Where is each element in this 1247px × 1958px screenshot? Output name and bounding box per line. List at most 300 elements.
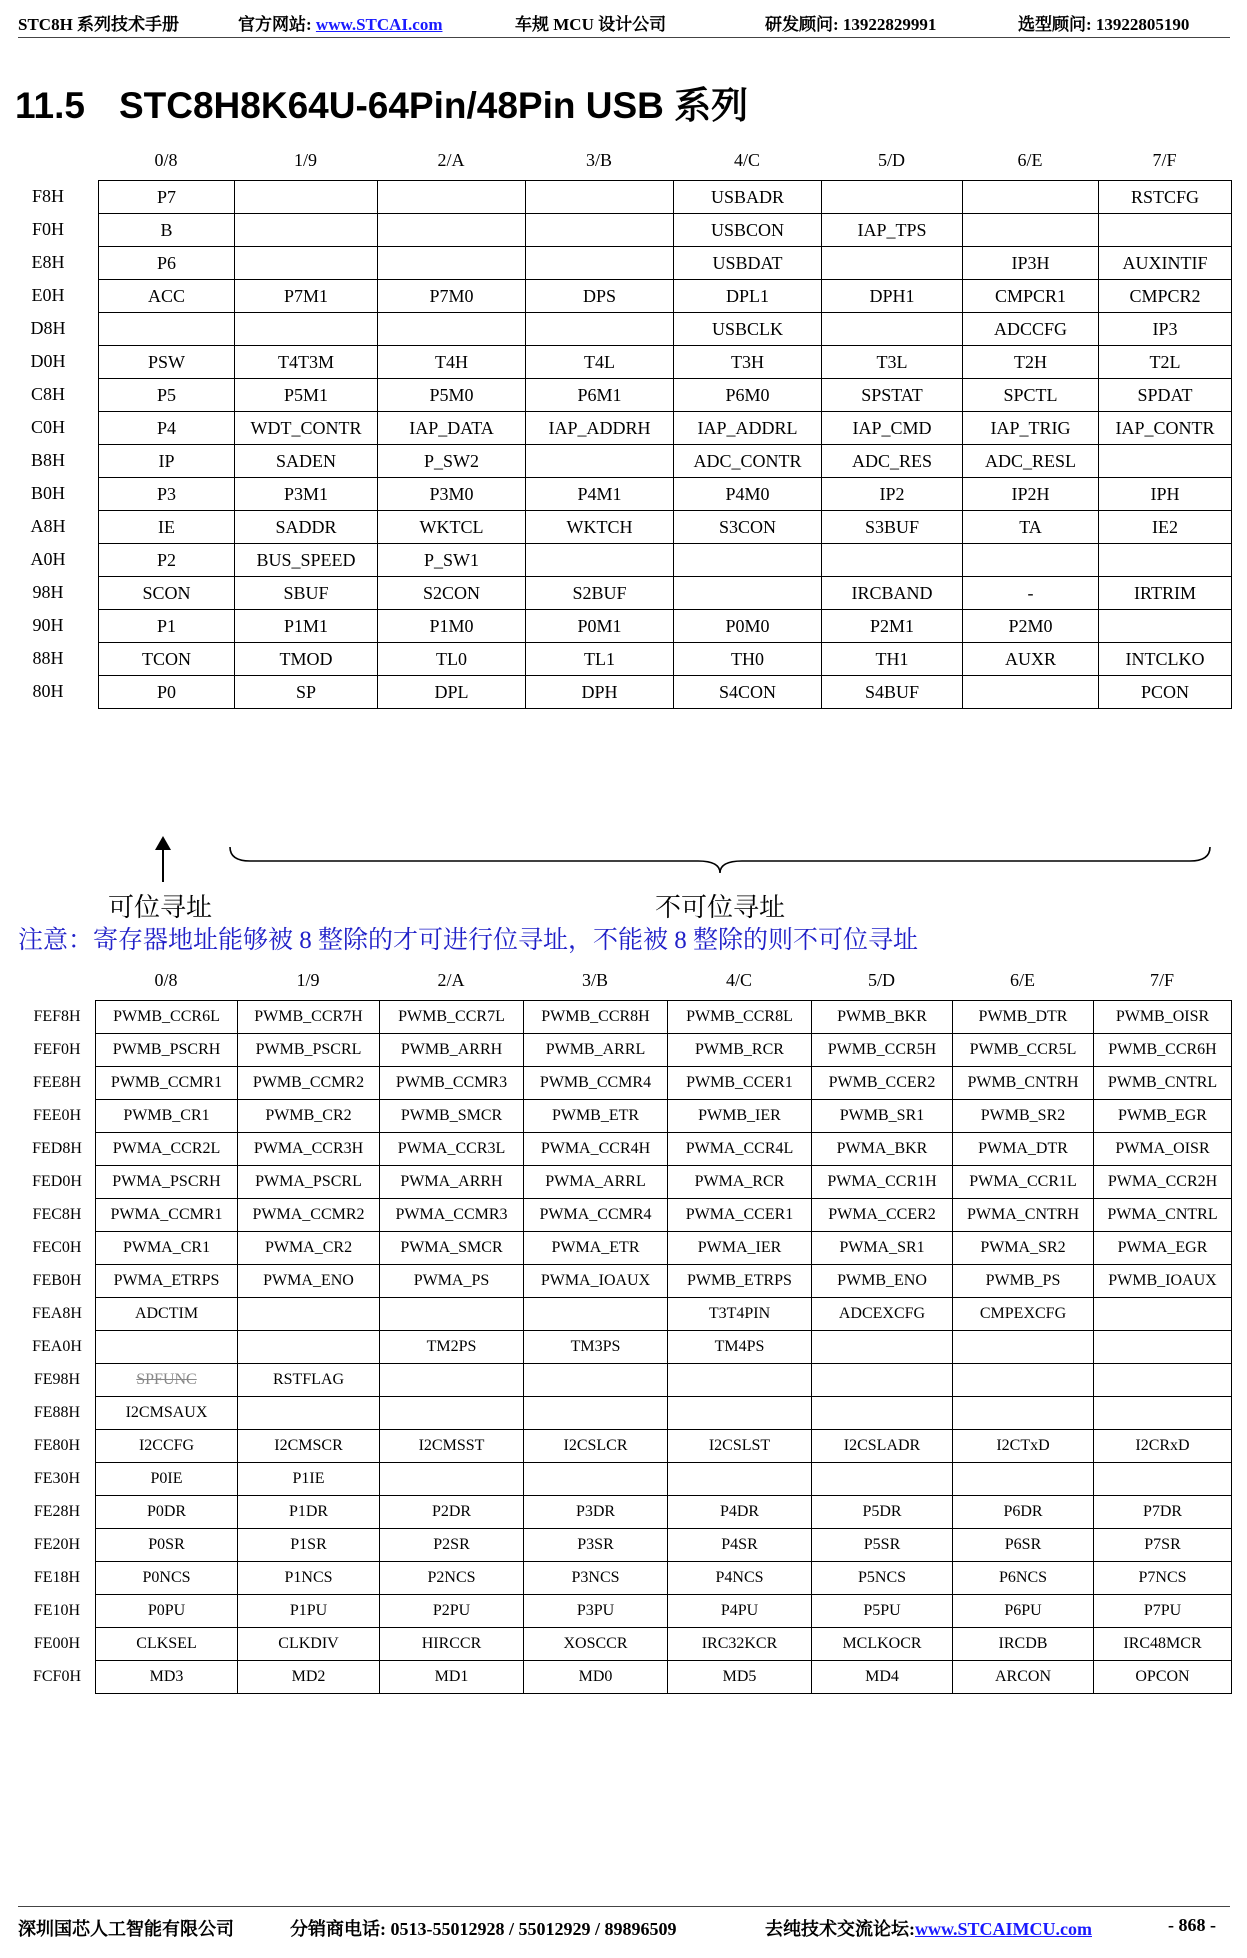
table2-row-label: FEA0H [32, 1338, 82, 1355]
table-row [96, 1199, 1232, 1232]
register-cell: PWMB_ETR [524, 1100, 668, 1133]
table1-column-header: 7/F [1152, 150, 1177, 170]
register-cell: IP2 [822, 478, 963, 511]
table2-row-label: FCF0H [32, 1668, 82, 1685]
register-cell: PWMA_CCMR2 [238, 1199, 380, 1232]
register-cell: HIRCCR [380, 1628, 524, 1661]
table-row [99, 643, 1232, 676]
register-cell [953, 1463, 1094, 1496]
register-cell [822, 313, 963, 346]
website [238, 10, 442, 35]
table1-column-header: 2/A [437, 150, 465, 170]
register-cell: T2H [963, 346, 1099, 379]
table-row [96, 1463, 1232, 1496]
register-cell: P7DR [1094, 1496, 1232, 1529]
register-cell [1094, 1331, 1232, 1364]
table-row [99, 544, 1232, 577]
not-bit-addressable-label: 不可位寻址 [655, 893, 786, 922]
register-cell: PWMA_SR1 [812, 1232, 953, 1265]
table-row [96, 1331, 1232, 1364]
register-cell: CLKSEL [96, 1628, 238, 1661]
register-cell: PWMA_CCR2H [1094, 1166, 1232, 1199]
register-cell: PWMA_PSCRH [96, 1166, 238, 1199]
register-cell: IRTRIM [1099, 577, 1232, 610]
register-cell: ACC [99, 280, 235, 313]
register-cell: P1NCS [238, 1562, 380, 1595]
register-cell [822, 181, 963, 214]
register-cell: PWMB_BKR [812, 1001, 953, 1034]
table-row [99, 181, 1232, 214]
table-row [96, 1067, 1232, 1100]
register-cell: WKTCH [526, 511, 674, 544]
register-cell: PWMA_BKR [812, 1133, 953, 1166]
register-cell: T2L [1099, 346, 1232, 379]
table1-row-label: 90H [32, 615, 64, 635]
register-cell [378, 214, 526, 247]
register-cell [1099, 544, 1232, 577]
register-cell [526, 247, 674, 280]
register-cell [822, 544, 963, 577]
register-cell: IAP_DATA [378, 412, 526, 445]
register-cell: P6M1 [526, 379, 674, 412]
register-cell: PWMB_ARRL [524, 1034, 668, 1067]
table2-row-label: FE98H [33, 1371, 81, 1388]
register-cell: PWMA_SMCR [380, 1232, 524, 1265]
table1-row-label: 98H [32, 582, 64, 602]
register-cell: P6DR [953, 1496, 1094, 1529]
register-cell: P7 [99, 181, 235, 214]
register-cell: P1M0 [378, 610, 526, 643]
register-cell: I2CSLST [668, 1430, 812, 1463]
section-heading: STC8H8K64U-64Pin/48Pin USB 系列 [118, 85, 749, 126]
register-cell: PWMA_CCMR4 [524, 1199, 668, 1232]
table2-row-label: FEE8H [33, 1074, 81, 1091]
register-cell: PWMA_ARRL [524, 1166, 668, 1199]
register-cell: P2NCS [380, 1562, 524, 1595]
register-cell: P4M0 [674, 478, 822, 511]
table1-column-header: 5/D [878, 150, 905, 170]
register-cell: IE [99, 511, 235, 544]
table1-row-label: 80H [32, 681, 64, 701]
footer-company: 深圳国芯人工智能有限公司 [18, 1919, 234, 1939]
register-cell: PWMB_SMCR [380, 1100, 524, 1133]
register-cell: P1SR [238, 1529, 380, 1562]
table2-row-label: FEE0H [33, 1107, 81, 1124]
register-cell: CMPCR2 [1099, 280, 1232, 313]
register-cell: PWMB_OISR [1094, 1001, 1232, 1034]
register-cell: P2PU [380, 1595, 524, 1628]
table2-column-header: 4/C [725, 970, 752, 990]
table-row [99, 445, 1232, 478]
register-cell [1094, 1463, 1232, 1496]
register-cell: I2CMSCR [238, 1430, 380, 1463]
register-cell: PWMB_IOAUX [1094, 1265, 1232, 1298]
table1-row-label: E0H [31, 285, 65, 305]
register-cell [526, 544, 674, 577]
register-cell: PWMB_CCR5L [953, 1034, 1094, 1067]
note-text: 注意：寄存器地址能够被 8 整除的才可进行位寻址，不能被 8 整除的则不可位寻址 [18, 927, 919, 954]
page-number: - 868 - [1168, 1915, 1216, 1935]
register-cell: DPS [526, 280, 674, 313]
table-row [96, 1529, 1232, 1562]
register-cell: PWMB_CCR6H [1094, 1034, 1232, 1067]
table1-row-label: D8H [30, 318, 66, 338]
brace-icon [228, 845, 1213, 875]
register-cell: PWMB_CCR8H [524, 1001, 668, 1034]
register-cell: T3L [822, 346, 963, 379]
register-cell: P7NCS [1094, 1562, 1232, 1595]
register-cell: PWMA_PS [380, 1265, 524, 1298]
register-cell: BUS_SPEED [235, 544, 378, 577]
register-cell: MD5 [668, 1661, 812, 1694]
register-cell: USBDAT [674, 247, 822, 280]
register-cell: P4PU [668, 1595, 812, 1628]
table2-row-label: FEF0H [33, 1041, 81, 1058]
table1-row-label: F8H [31, 186, 64, 206]
table2-row-label: FE10H [33, 1602, 81, 1619]
table-row [99, 247, 1232, 280]
register-cell: P5SR [812, 1529, 953, 1562]
register-cell [674, 544, 822, 577]
register-cell: P_SW2 [378, 445, 526, 478]
table-row [96, 1166, 1232, 1199]
register-cell: P4DR [668, 1496, 812, 1529]
register-cell: IAP_TRIG [963, 412, 1099, 445]
register-cell: P3NCS [524, 1562, 668, 1595]
register-cell: S2CON [378, 577, 526, 610]
register-cell: SPCTL [963, 379, 1099, 412]
table2-column-header: 0/8 [154, 970, 178, 990]
table-row [99, 313, 1232, 346]
register-cell [1099, 214, 1232, 247]
register-cell [235, 181, 378, 214]
register-cell: WKTCL [378, 511, 526, 544]
register-cell: SP [235, 676, 378, 709]
register-cell: PWMB_SR2 [953, 1100, 1094, 1133]
register-cell: SADDR [235, 511, 378, 544]
register-cell: PWMA_CCR4H [524, 1133, 668, 1166]
register-cell: SCON [99, 577, 235, 610]
table2-column-headers [95, 968, 1231, 992]
register-cell: P3PU [524, 1595, 668, 1628]
table2-column-header: 7/F [1149, 970, 1174, 990]
footer-forum [765, 1915, 1092, 1941]
register-cell: P4SR [668, 1529, 812, 1562]
register-cell: SPSTAT [822, 379, 963, 412]
register-cell: P6NCS [953, 1562, 1094, 1595]
section-number: 11.5 [15, 85, 85, 126]
table-row [96, 1265, 1232, 1298]
table1-row-label: E8H [31, 252, 65, 272]
register-cell: P7M0 [378, 280, 526, 313]
table2-row-label: FE30H [33, 1470, 81, 1487]
website-label: 官方网站: [238, 15, 316, 34]
register-cell: PWMA_CR1 [96, 1232, 238, 1265]
register-cell: MD2 [238, 1661, 380, 1694]
register-cell [99, 313, 235, 346]
register-cell: P2DR [380, 1496, 524, 1529]
register-cell: PWMA_CCR3H [238, 1133, 380, 1166]
register-cell: PWMA_EGR [1094, 1232, 1232, 1265]
table2-column-header: 6/E [1010, 970, 1035, 990]
header-divider [18, 37, 1230, 38]
register-cell: ADC_CONTR [674, 445, 822, 478]
register-cell [953, 1364, 1094, 1397]
register-cell: PWMB_SR1 [812, 1100, 953, 1133]
register-cell: AUXINTIF [1099, 247, 1232, 280]
register-cell: AUXR [963, 643, 1099, 676]
register-cell: P6PU [953, 1595, 1094, 1628]
table2-row-label: FE80H [33, 1437, 81, 1454]
register-cell [235, 247, 378, 280]
sfr-table-extended [95, 1000, 1232, 1694]
register-cell: PWMA_CR2 [238, 1232, 380, 1265]
register-cell: P2M0 [963, 610, 1099, 643]
register-cell: USBCON [674, 214, 822, 247]
register-cell: P3DR [524, 1496, 668, 1529]
register-cell [238, 1331, 380, 1364]
register-cell: PWMA_CCR2L [96, 1133, 238, 1166]
register-cell [1094, 1397, 1232, 1430]
register-cell [238, 1298, 380, 1331]
register-cell: P6M0 [674, 379, 822, 412]
register-cell [674, 577, 822, 610]
register-cell [378, 247, 526, 280]
register-cell: IAP_ADDRH [526, 412, 674, 445]
register-cell: PWMB_CNTRH [953, 1067, 1094, 1100]
register-cell: P0IE [96, 1463, 238, 1496]
table1-row-label: D0H [30, 351, 66, 371]
website-link[interactable]: www.STCAI.com [315, 15, 443, 34]
register-cell: PWMA_CCR1H [812, 1166, 953, 1199]
register-cell: PWMB_IER [668, 1100, 812, 1133]
register-cell: WDT_CONTR [235, 412, 378, 445]
table-row [96, 1133, 1232, 1166]
register-cell: P0SR [96, 1529, 238, 1562]
register-cell: P0NCS [96, 1562, 238, 1595]
table2-column-header: 1/9 [296, 970, 320, 990]
register-cell: B [99, 214, 235, 247]
bit-addressable-label: 可位寻址 [108, 893, 213, 922]
register-cell: PWMA_SR2 [953, 1232, 1094, 1265]
register-cell: PWMA_RCR [668, 1166, 812, 1199]
register-cell: DPH [526, 676, 674, 709]
register-cell: P5M0 [378, 379, 526, 412]
register-cell [378, 181, 526, 214]
table1-row-label: A0H [30, 549, 66, 569]
register-cell [963, 214, 1099, 247]
table2-row-label: FEC0H [32, 1239, 82, 1256]
register-cell: TL1 [526, 643, 674, 676]
register-cell: IRCDB [953, 1628, 1094, 1661]
table-row [96, 1496, 1232, 1529]
table2-row-label: FED8H [32, 1140, 82, 1157]
register-cell: TH0 [674, 643, 822, 676]
table2-column-header: 5/D [868, 970, 895, 990]
register-cell: PWMA_ENO [238, 1265, 380, 1298]
register-cell: P2M1 [822, 610, 963, 643]
register-cell [668, 1364, 812, 1397]
register-cell [526, 181, 674, 214]
table2-row-label: FEF8H [33, 1008, 81, 1025]
table-row [99, 511, 1232, 544]
table1-column-headers [98, 148, 1231, 172]
design-company: 车规 MCU 设计公司 [515, 15, 667, 34]
register-cell: P_SW1 [378, 544, 526, 577]
register-cell: PWMB_PSCRL [238, 1034, 380, 1067]
register-cell: TM3PS [524, 1331, 668, 1364]
register-cell: IAP_TPS [822, 214, 963, 247]
register-cell [526, 214, 674, 247]
register-cell: OPCON [1094, 1661, 1232, 1694]
register-cell: IP3H [963, 247, 1099, 280]
register-cell: PWMA_ETR [524, 1232, 668, 1265]
register-cell [235, 214, 378, 247]
register-cell: IE2 [1099, 511, 1232, 544]
register-cell: P5NCS [812, 1562, 953, 1595]
register-cell [963, 181, 1099, 214]
selection-advisor: 选型顾问: 13922805190 [1018, 15, 1190, 34]
register-cell: PWMB_ETRPS [668, 1265, 812, 1298]
register-cell [524, 1364, 668, 1397]
register-cell: T4H [378, 346, 526, 379]
footer-divider [18, 1906, 1230, 1907]
register-cell: IAP_CONTR [1099, 412, 1232, 445]
manual-title: STC8H 系列技术手册 [18, 15, 180, 34]
register-cell: IRCBAND [822, 577, 963, 610]
table-row [99, 478, 1232, 511]
page-header [0, 0, 1247, 38]
register-cell [812, 1331, 953, 1364]
register-cell: IP3 [1099, 313, 1232, 346]
table1-row-label: F0H [31, 219, 64, 239]
table1-row-label: C8H [30, 384, 65, 404]
register-cell: CMPEXCFG [953, 1298, 1094, 1331]
register-cell: PWMA_CCER1 [668, 1199, 812, 1232]
table2-column-header: 3/B [581, 970, 608, 990]
table2-row-label: FE20H [33, 1536, 81, 1553]
register-cell: MD3 [96, 1661, 238, 1694]
register-cell: SPFUNC [96, 1364, 238, 1397]
table2-row-label: FE00H [33, 1635, 81, 1652]
register-cell: P5PU [812, 1595, 953, 1628]
register-cell: MD1 [380, 1661, 524, 1694]
register-cell [380, 1463, 524, 1496]
register-cell [96, 1331, 238, 1364]
table-row [96, 1001, 1232, 1034]
register-cell [238, 1397, 380, 1430]
table-row [96, 1661, 1232, 1694]
register-cell: P5 [99, 379, 235, 412]
register-cell: IRC48MCR [1094, 1628, 1232, 1661]
register-cell: PWMB_CCER2 [812, 1067, 953, 1100]
register-cell: P1 [99, 610, 235, 643]
register-cell: TMOD [235, 643, 378, 676]
register-cell [1094, 1298, 1232, 1331]
register-cell: I2CMSST [380, 1430, 524, 1463]
register-cell: IPH [1099, 478, 1232, 511]
forum-label: 去纯技术交流论坛: [765, 1919, 915, 1939]
register-cell: TL0 [378, 643, 526, 676]
table2-row-label: FE28H [33, 1503, 81, 1520]
register-cell: S3CON [674, 511, 822, 544]
register-cell: ARCON [953, 1661, 1094, 1694]
register-cell: TM2PS [380, 1331, 524, 1364]
table2-row-label: FE18H [33, 1569, 81, 1586]
register-cell: I2CCFG [96, 1430, 238, 1463]
register-cell: IP [99, 445, 235, 478]
register-cell: ADCTIM [96, 1298, 238, 1331]
register-cell: IRC32KCR [668, 1628, 812, 1661]
table-row [96, 1562, 1232, 1595]
register-cell: PWMB_CCR7L [380, 1001, 524, 1034]
table-row [99, 577, 1232, 610]
register-cell: PWMB_CCMR1 [96, 1067, 238, 1100]
register-cell: I2CTxD [953, 1430, 1094, 1463]
rd-advisor: 研发顾问: 13922829991 [765, 15, 937, 34]
register-cell: IAP_CMD [822, 412, 963, 445]
forum-link[interactable]: www.STCAIMCU.com [915, 1919, 1092, 1939]
register-cell: PWMB_CR1 [96, 1100, 238, 1133]
register-cell: S4BUF [822, 676, 963, 709]
register-cell: PWMA_ETRPS [96, 1265, 238, 1298]
register-cell: P7SR [1094, 1529, 1232, 1562]
register-cell: PWMA_CNTRL [1094, 1199, 1232, 1232]
register-cell: CLKDIV [238, 1628, 380, 1661]
register-cell [235, 313, 378, 346]
table2-column-header: 2/A [437, 970, 465, 990]
register-cell: PWMB_EGR [1094, 1100, 1232, 1133]
table1-column-header: 0/8 [154, 150, 178, 170]
register-cell: PWMB_CCER1 [668, 1067, 812, 1100]
register-cell: USBADR [674, 181, 822, 214]
register-cell: TH1 [822, 643, 963, 676]
register-cell [526, 445, 674, 478]
register-cell: PWMA_IOAUX [524, 1265, 668, 1298]
register-cell: S4CON [674, 676, 822, 709]
register-cell: P6SR [953, 1529, 1094, 1562]
register-cell: IP2H [963, 478, 1099, 511]
register-cell: ADC_RES [822, 445, 963, 478]
register-cell: P1M1 [235, 610, 378, 643]
register-cell: PWMB_ENO [812, 1265, 953, 1298]
register-cell: PSW [99, 346, 235, 379]
register-cell: PWMB_CCR6L [96, 1001, 238, 1034]
register-cell: PWMB_PSCRH [96, 1034, 238, 1067]
register-cell: P1PU [238, 1595, 380, 1628]
register-cell: T3T4PIN [668, 1298, 812, 1331]
register-cell [524, 1463, 668, 1496]
register-cell: P4NCS [668, 1562, 812, 1595]
register-cell: PWMA_CCMR3 [380, 1199, 524, 1232]
table-row [96, 1430, 1232, 1463]
table1-row-label: B0H [30, 483, 65, 503]
table-row [96, 1628, 1232, 1661]
register-cell: SADEN [235, 445, 378, 478]
register-cell: P2SR [380, 1529, 524, 1562]
register-cell [822, 247, 963, 280]
register-cell [1094, 1364, 1232, 1397]
table-row [96, 1232, 1232, 1265]
register-cell: RSTCFG [1099, 181, 1232, 214]
register-cell: SBUF [235, 577, 378, 610]
register-cell: P4M1 [526, 478, 674, 511]
table-row [99, 214, 1232, 247]
table1-column-header: 3/B [585, 150, 612, 170]
register-cell: TCON [99, 643, 235, 676]
register-cell: DPL [378, 676, 526, 709]
register-cell: P0M0 [674, 610, 822, 643]
